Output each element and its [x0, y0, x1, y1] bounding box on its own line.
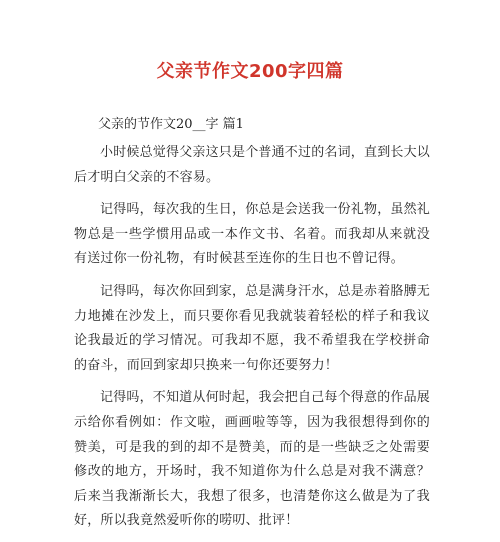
- paragraph-1: 小时候总觉得父亲这只是个普通不过的名词，直到长大以后才明白父亲的不容易。: [74, 145, 431, 185]
- document-body: [74, 113, 430, 542]
- paragraph-3: 记得吗，每次你回到家，总是满身汗水，总是赤着胳膊无力地摊在沙发上，而只要你看见我就装着轻松的样子和我议论我最近的学习情况。可我却不愿，我不希望我在学校拼命的奋斗，而回到家却只换来一句你还要努力！: [74, 283, 431, 373]
- document-title: 父亲节作文200字四篇: [156, 61, 344, 82]
- essay-subtitle: 父亲的节作文20__字 篇1: [98, 117, 244, 132]
- paragraph-2: 记得吗，每次我的生日，你总是会送我一份礼物，虽然礼物总是一些学惯用品或一本作文书、名着。而我却从来就没有送过你一份礼物，有时候甚至连你的生日也不曾记得。: [74, 202, 431, 267]
- paragraph-4: 记得吗，不知道从何时起，我会把自己每个得意的作品展示给你看例如：作文啦，画画啦等等，因为我很想得到你的赞美，可是我的到的却不是赞美，而的是一些缺乏之处需要修改的地方，开场时，我不知道你为什么总是对我不满意？后来当我渐渐长大，我想了很多，也清楚你这么做是为了我好，所以我竟然爱听你的唠叨、批评！: [74, 390, 431, 529]
